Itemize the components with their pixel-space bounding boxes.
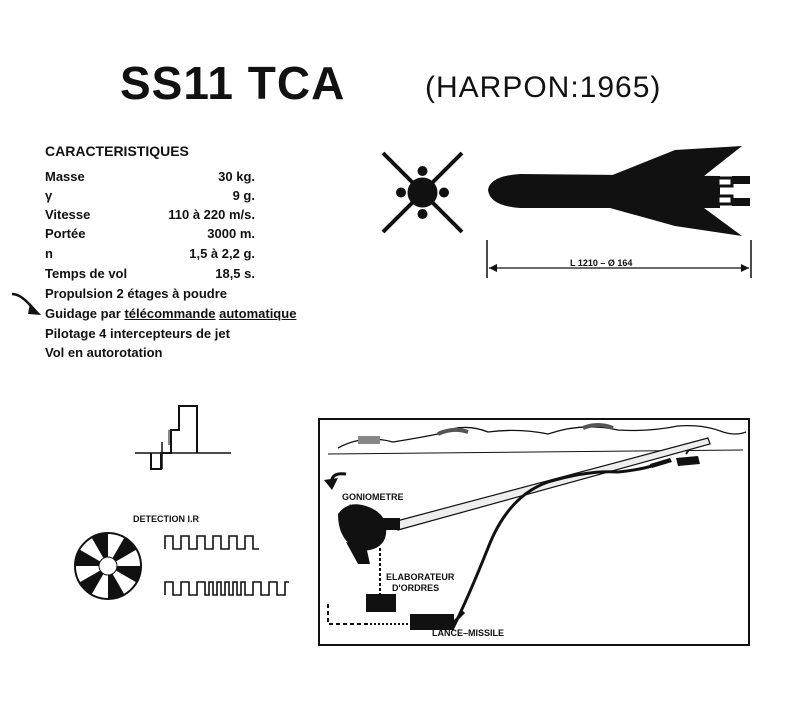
feature-vol: Vol en autorotation bbox=[45, 345, 163, 360]
feature-pilotage: Pilotage 4 intercepteurs de jet bbox=[45, 326, 230, 341]
specs-heading: CARACTERISTIQUES bbox=[45, 143, 189, 159]
missile-dimension-label: L 1210 – Ø 164 bbox=[570, 258, 633, 268]
square-wave-2-icon bbox=[163, 578, 293, 598]
square-wave-1-icon bbox=[163, 532, 263, 552]
spec-value: 30 kg. bbox=[218, 169, 255, 184]
spec-row-gamma bbox=[45, 186, 255, 205]
detection-ir-label: DETECTION I.R bbox=[133, 514, 200, 524]
ir-reticle-icon bbox=[72, 530, 144, 602]
feature-guidage-word1: télécommande bbox=[124, 306, 216, 321]
spec-row-masse bbox=[45, 167, 255, 186]
label-goniometre: GONIOMETRE bbox=[342, 492, 404, 502]
missile-front-view-icon bbox=[375, 145, 470, 240]
spec-value: 9 g. bbox=[232, 188, 255, 203]
spec-row-temps-de-vol bbox=[45, 264, 255, 283]
spec-value: 3000 m. bbox=[207, 226, 255, 241]
spec-label: Temps de vol bbox=[45, 266, 128, 281]
pointer-arrow-icon bbox=[8, 290, 50, 322]
label-elaborateur: ELABORATEUR bbox=[386, 572, 455, 582]
spec-label: Vitesse bbox=[45, 207, 91, 222]
guidance-scene-illustration bbox=[318, 418, 750, 646]
spec-row-n bbox=[45, 244, 255, 263]
feature-guidage bbox=[45, 304, 296, 323]
page-subtitle: (HARPON:1965) bbox=[425, 71, 662, 104]
signal-waveform-icon bbox=[133, 400, 233, 475]
label-lance-missile: LANCE–MISSILE bbox=[432, 628, 505, 638]
page-title: SS11 TCA bbox=[120, 57, 346, 109]
feature-guidage-prefix: Guidage par bbox=[45, 306, 125, 321]
feature-guidage-word2: automatique bbox=[219, 306, 297, 321]
spec-label: Masse bbox=[45, 169, 85, 184]
label-ordres: D'ORDRES bbox=[392, 583, 440, 593]
spec-row-vitesse bbox=[45, 205, 255, 224]
spec-value: 1,5 à 2,2 g. bbox=[189, 246, 255, 261]
spec-label: γ bbox=[45, 188, 53, 203]
spec-label: n bbox=[45, 246, 53, 261]
feature-propulsion: Propulsion 2 étages à poudre bbox=[45, 286, 228, 301]
spec-row-portee bbox=[45, 224, 255, 243]
spec-value: 18,5 s. bbox=[215, 266, 255, 281]
spec-label: Portée bbox=[45, 226, 86, 241]
spec-value: 110 à 220 m/s. bbox=[168, 207, 255, 222]
label-ir: I.R bbox=[349, 503, 361, 513]
